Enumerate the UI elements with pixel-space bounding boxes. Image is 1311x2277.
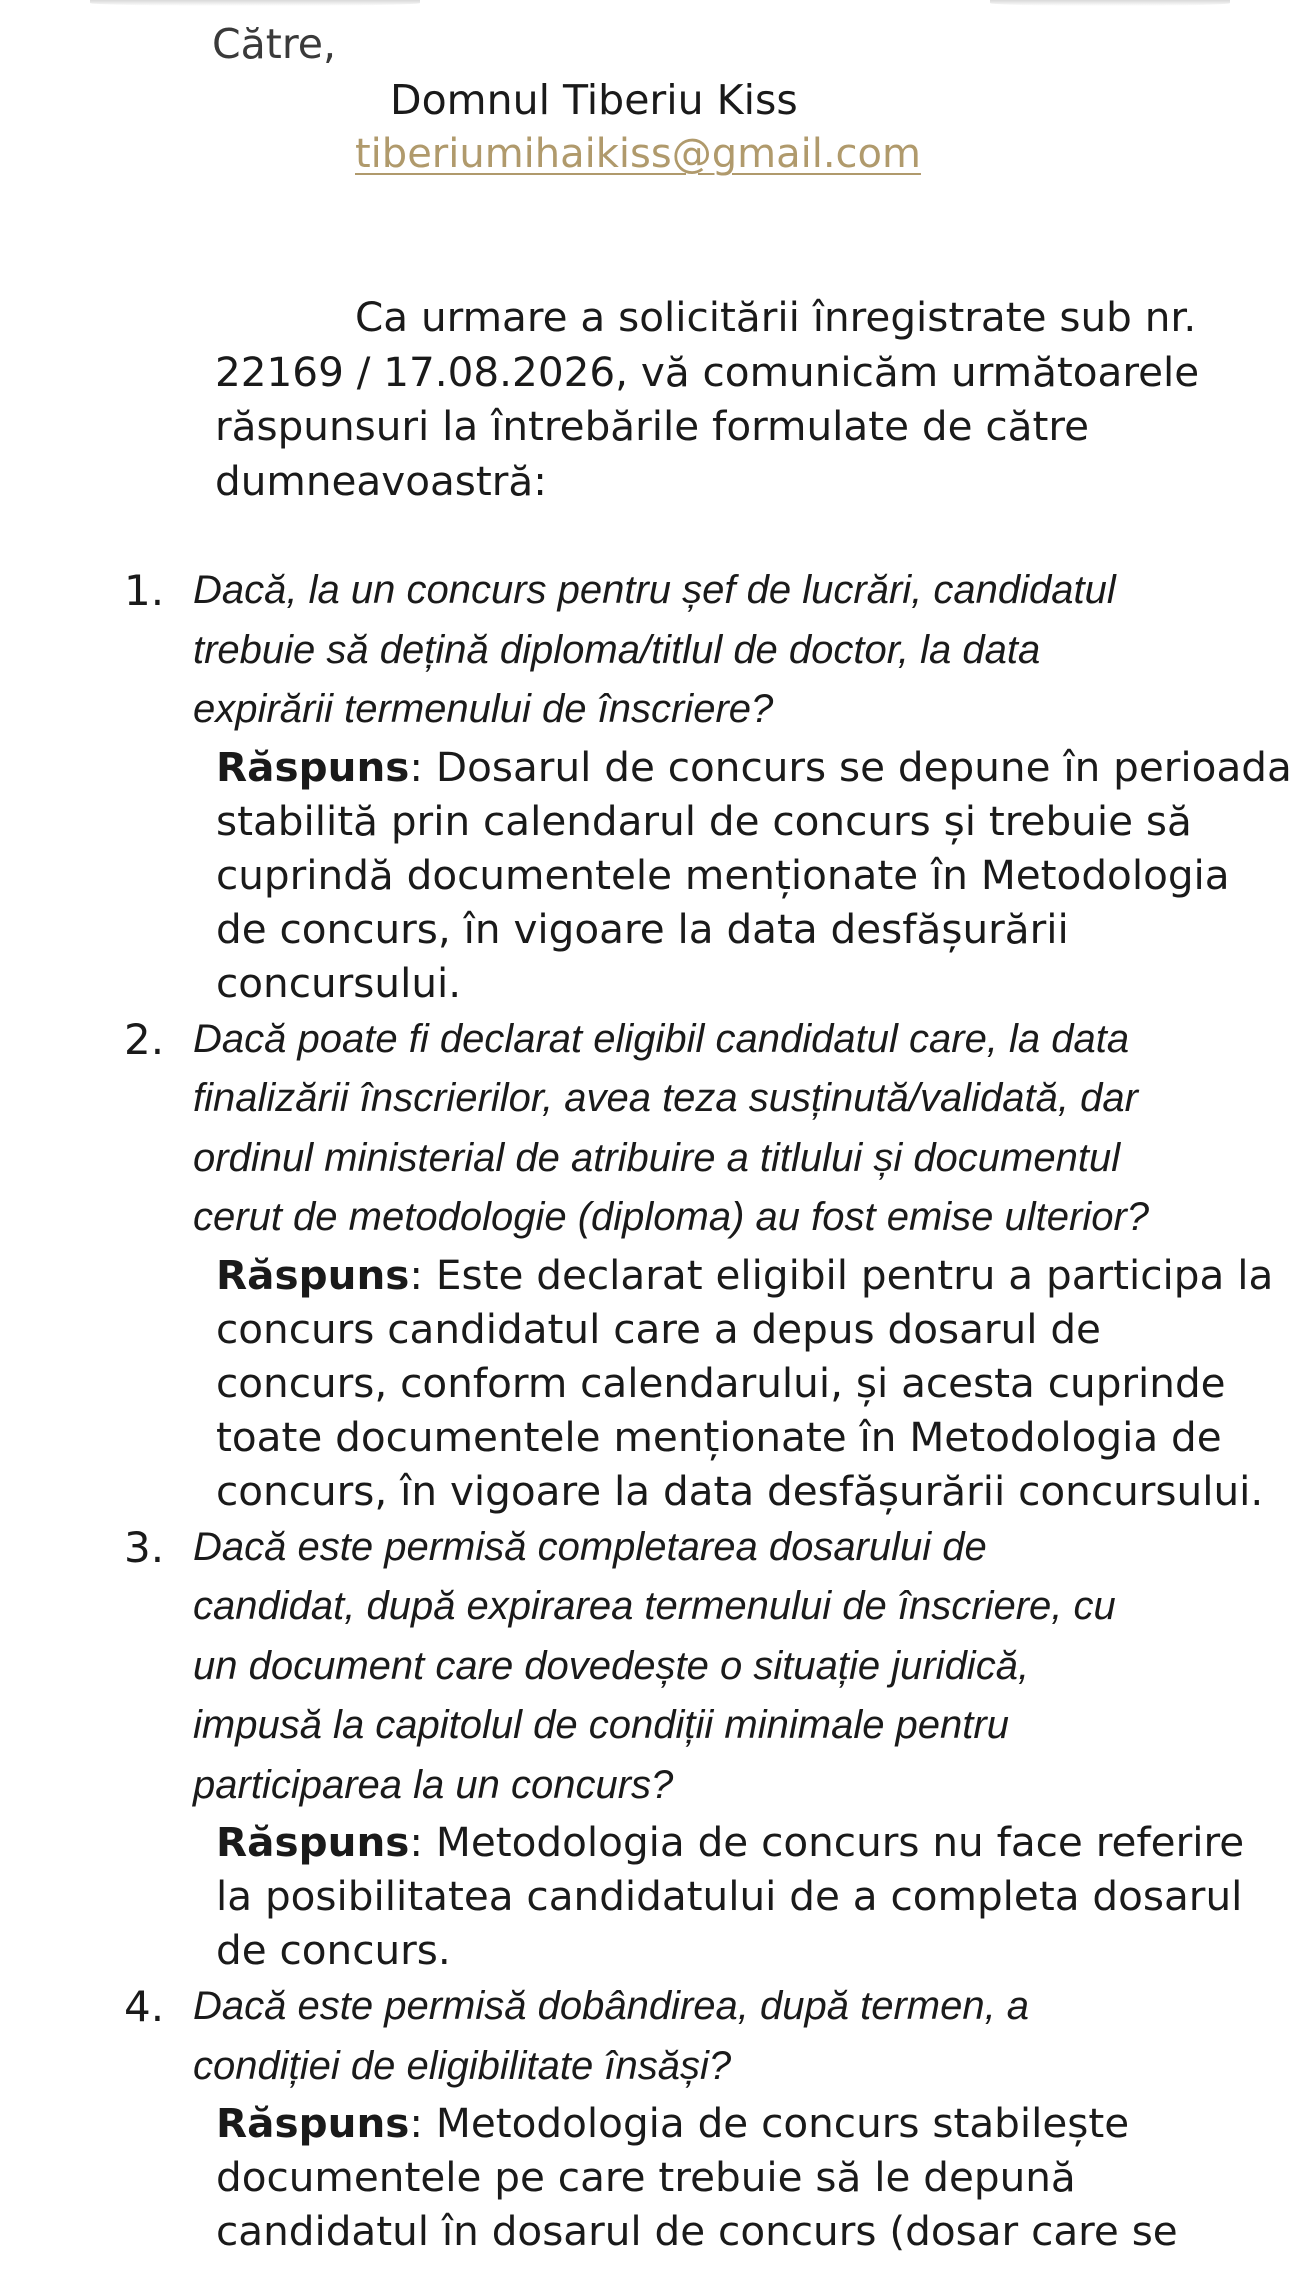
answer-first-line [216, 740, 1306, 794]
answer-text [216, 1815, 1306, 1977]
answer-line: stabilită prin calendarul de concurs și trebuie să [216, 796, 1192, 845]
qa-item [0, 561, 1311, 1010]
answer-first-line [216, 1815, 1306, 1869]
question-line: Dacă poate fi declarat eligibil candidatul care, la data [193, 1016, 1130, 1061]
answer-line: la posibilitatea candidatului de a completa dosarul [216, 1872, 1243, 1920]
question-text [193, 1977, 1311, 2096]
question-line: candidat, după expirarea termenului de înscriere, cu [193, 1584, 1116, 1628]
answer-first-line [216, 1248, 1306, 1302]
top-edge-shadow [90, 0, 420, 6]
answer-line: : Metodologia de concurs nu face referire [409, 1818, 1245, 1866]
question-line: Dacă este permisă dobândirea, după termen, a [193, 1984, 1030, 2028]
recipient-email-link[interactable]: tiberiumihaikiss@gmail.com [355, 131, 921, 177]
answer-text [216, 2096, 1306, 2258]
qa-item [0, 1977, 1311, 2258]
answer-line: de concurs. [216, 1926, 451, 1974]
question-line: Dacă, la un concurs pentru șef de lucrări, candidatul [193, 568, 1116, 612]
answer-line: concurs candidatul care a depus dosarul de [216, 1304, 1101, 1353]
item-number: 1. [124, 566, 165, 615]
answer-line: concurs, în vigoare la data desfășurării concursului. [216, 1466, 1264, 1515]
question-line: expirării termenului de înscriere? [193, 687, 774, 731]
question-line: cerut de metodologie (diploma) au fost emise ulterior? [193, 1195, 1150, 1239]
answer-label: Răspuns [216, 1818, 410, 1866]
intro-paragraph: Ca urmare a solicitării înregistrate sub nr. 22169 / 17.08.2026, vă comunicăm următoarele răspunsuri la întrebările formulate de către dumneavoastră: [215, 293, 1200, 505]
answer-label: Răspuns [216, 742, 410, 791]
question-text [193, 1010, 1311, 1248]
answer-text [216, 740, 1306, 1010]
recipient-name: Domnul Tiberiu Kiss [390, 76, 798, 124]
answer-line: : Dosarul de concurs se depune în perioada [409, 742, 1292, 791]
question-line: trebuie să dețină diploma/titlul de doctor, la data [193, 627, 1041, 672]
question-line: impusă la capitolul de condiții minimale pentru [193, 1703, 1009, 1747]
answer-line: concursului. [216, 958, 462, 1007]
answer-label: Răspuns [216, 2099, 410, 2147]
question-text [193, 1518, 1311, 1816]
answer-text [216, 1248, 1306, 1518]
salutation-to: Către, [212, 20, 337, 68]
item-number: 3. [124, 1522, 165, 1572]
answer-line: candidatul în dosarul de concurs (dosar care se [216, 2207, 1178, 2255]
qa-item [0, 1518, 1311, 1978]
question-text [193, 561, 1311, 740]
answer-line: documentele pe care trebuie să le depună [216, 2153, 1076, 2201]
qa-item [0, 1010, 1311, 1518]
answer-line: de concurs, în vigoare la data desfășurării [216, 904, 1069, 953]
answer-first-line [216, 2096, 1306, 2150]
item-number: 4. [124, 1982, 165, 2031]
question-line: Dacă este permisă completarea dosarului de [193, 1524, 987, 1569]
question-line: un document care dovedește o situație juridică, [193, 1643, 1030, 1688]
question-line: condiției de eligibilitate însăși? [193, 2043, 732, 2088]
top-edge-shadow [990, 0, 1230, 6]
answer-line: toate documentele menționate în Metodologia de [216, 1412, 1222, 1461]
answer-label: Răspuns [216, 1250, 410, 1299]
answer-line: : Metodologia de concurs stabilește [409, 2099, 1130, 2147]
question-line: ordinul ministerial de atribuire a titlului și documentul [193, 1135, 1121, 1180]
answer-line: : Este declarat eligibil pentru a participa la [409, 1250, 1274, 1299]
qa-list [0, 561, 1311, 2258]
question-line: finalizării înscrierilor, avea teza susținută/validată, dar [193, 1076, 1138, 1120]
answer-line: concurs, conform calendarului, și acesta cuprinde [216, 1358, 1226, 1407]
question-line: participarea la un concurs? [193, 1762, 674, 1807]
answer-line: cuprindă documentele menționate în Metodologia [216, 850, 1230, 899]
item-number: 2. [124, 1014, 165, 1064]
